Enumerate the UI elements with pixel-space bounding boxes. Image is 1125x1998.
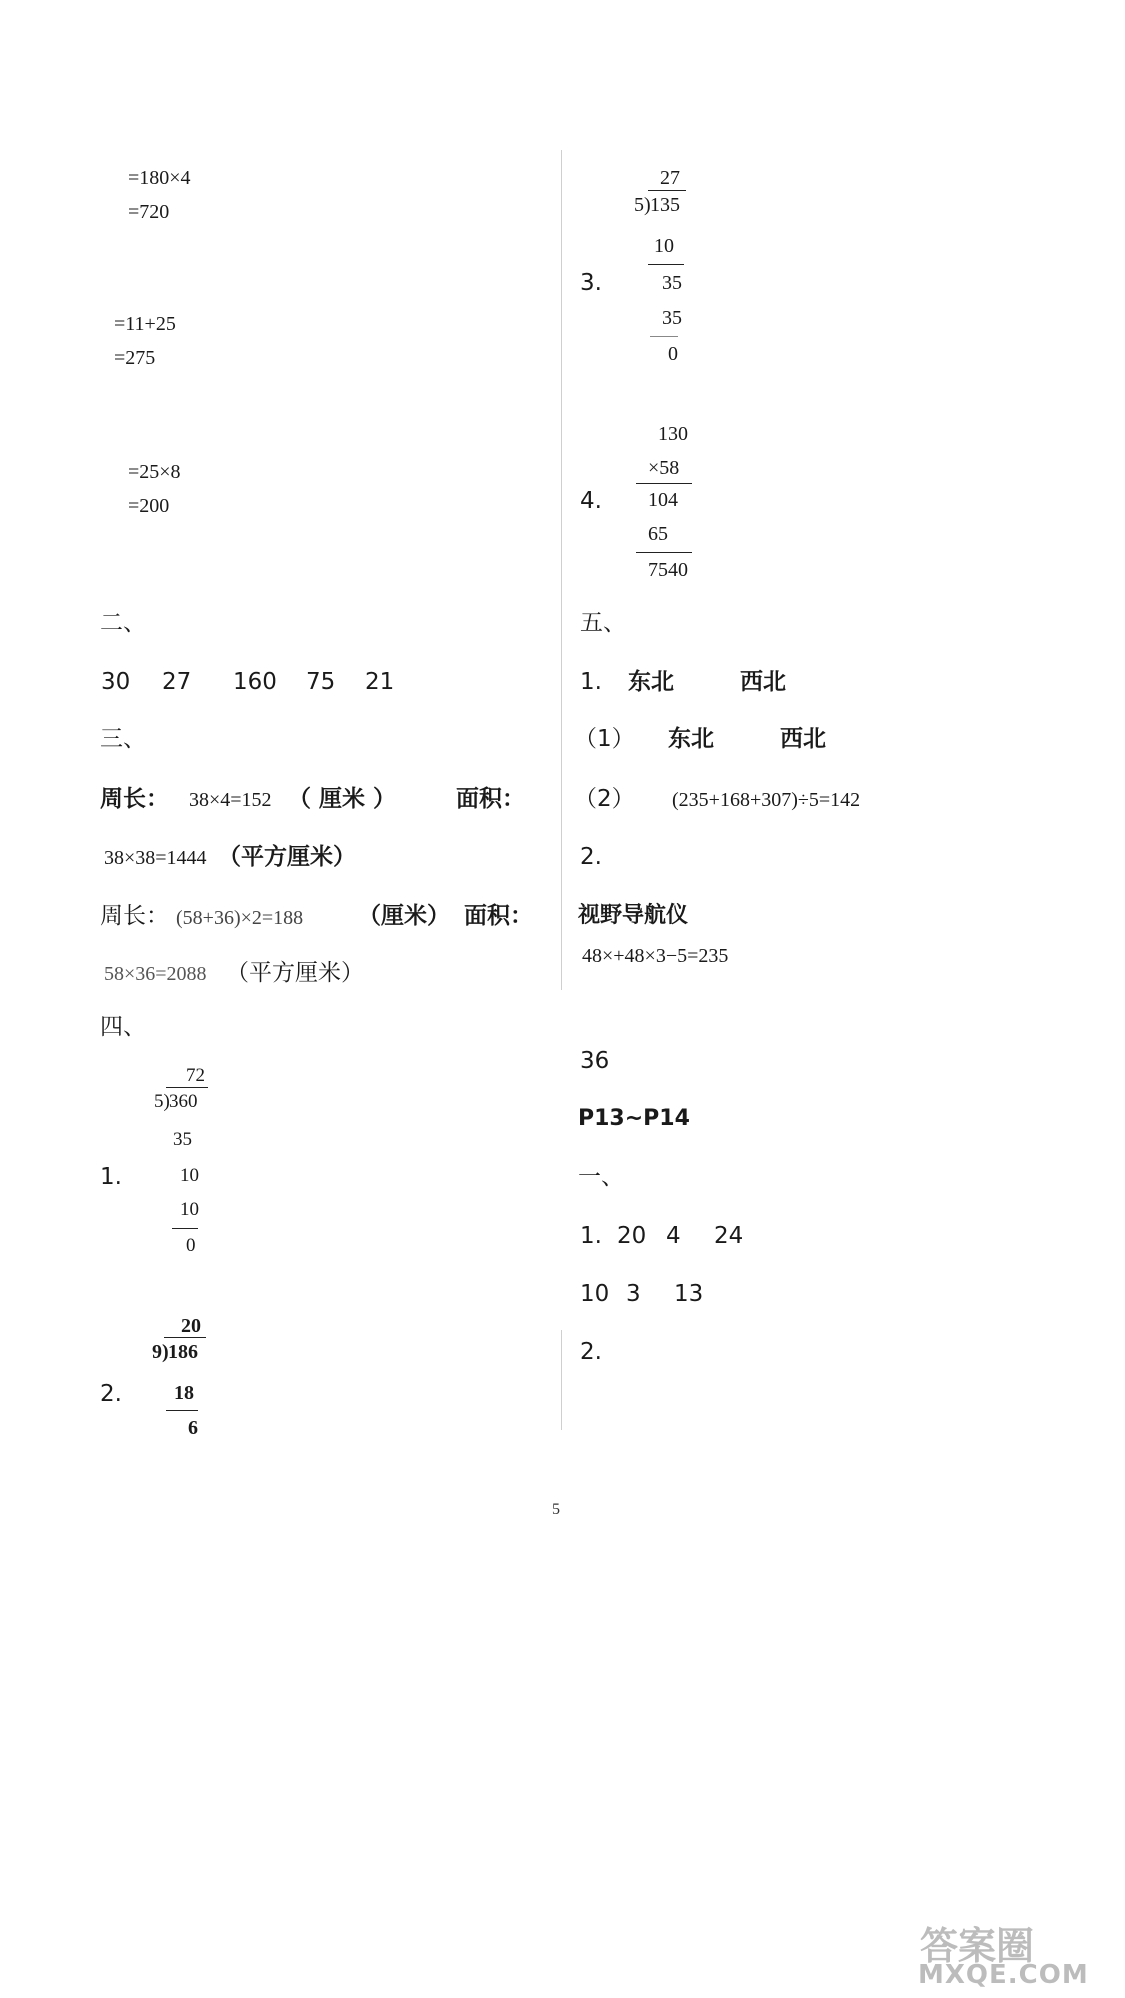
calc-c-line2: =200 <box>128 495 170 517</box>
p13-row1-label: 1. <box>580 1223 602 1249</box>
p13-row1-value: 24 <box>714 1223 744 1249</box>
q3-divisor: 5) <box>634 194 651 216</box>
watermark-url: MXQE.COM <box>918 1960 1089 1990</box>
calc-b-line1: =11+25 <box>114 313 176 335</box>
q3-dividend: 135 <box>650 194 680 216</box>
q4-step: 104 <box>648 489 678 511</box>
q2-dividend: 186 <box>168 1341 198 1363</box>
q1-dividend: 360 <box>169 1091 198 1112</box>
calc-a-line2: =720 <box>128 201 170 223</box>
column-divider <box>561 150 562 990</box>
section-4-title: 四、 <box>100 1014 146 1040</box>
q3-step: 0 <box>668 343 678 365</box>
perimeter-expr-2: (58+36)×2=188 <box>176 907 304 929</box>
q2-step-rule <box>166 1410 198 1411</box>
q1-step-rule <box>172 1228 198 1229</box>
area-label-2: 面积： <box>464 903 533 929</box>
sec2-answer: 160 <box>233 669 277 695</box>
sec2-answer: 21 <box>365 669 395 695</box>
column-divider-lower <box>561 1330 562 1430</box>
sec5-item2-label: 2. <box>580 844 602 870</box>
q3-step-rule <box>648 264 684 265</box>
q1-quotient: 72 <box>186 1065 205 1086</box>
q3-step-rule-2 <box>650 336 678 337</box>
q1-label: 1. <box>100 1164 122 1190</box>
q1-division-bar <box>166 1087 208 1088</box>
q3-division-bar <box>648 190 686 191</box>
q4-rule <box>636 483 692 484</box>
sec5-sub1-a: 东北 <box>668 726 714 752</box>
section-3-title: 三、 <box>100 726 146 752</box>
q4-step: 65 <box>648 523 668 545</box>
p13-item2-label: 2. <box>580 1339 602 1365</box>
unit-cm-2: （厘米） <box>358 903 450 929</box>
q2-division-bar <box>164 1337 206 1338</box>
sec5-item1-b: 西北 <box>740 669 786 695</box>
sec2-answer: 27 <box>162 669 192 695</box>
nav-title: 视野导航仪 <box>578 903 689 928</box>
calc-b-line2: =275 <box>114 347 156 369</box>
p13-row2-value: 13 <box>674 1281 704 1307</box>
p13-row2-value: 10 <box>580 1281 610 1307</box>
p13-row1-value: 20 <box>617 1223 647 1249</box>
sec5-sub1-b: 西北 <box>780 726 826 752</box>
q4-top: 130 <box>658 423 688 445</box>
q1-step: 35 <box>173 1129 192 1150</box>
unit-sqcm: （平方厘米） <box>218 844 356 870</box>
q3-quotient: 27 <box>660 167 680 189</box>
sec5-sub1-label: （1） <box>574 726 635 752</box>
q4-label: 4. <box>580 488 602 514</box>
p13-title: P13~P14 <box>578 1106 690 1131</box>
sec2-answer: 30 <box>101 669 131 695</box>
area-expr-2: 58×36=2088 <box>104 963 207 985</box>
q4-result: 7540 <box>648 559 688 581</box>
nav-answer: 36 <box>580 1048 610 1074</box>
unit-cm: （ 厘米 ） <box>288 786 397 812</box>
page-number: 5 <box>552 1501 560 1518</box>
q4-multiplier: ×58 <box>648 457 680 479</box>
sec5-item1-a: 东北 <box>628 669 674 695</box>
p13-section-1: 一、 <box>578 1164 624 1190</box>
q1-divisor: 5) <box>154 1091 170 1112</box>
sec5-sub2-expr: (235+168+307)÷5=142 <box>672 789 861 811</box>
q4-rule-2 <box>636 552 692 553</box>
q2-quotient: 20 <box>181 1315 201 1337</box>
sec5-item1-label: 1. <box>580 669 602 695</box>
p13-row1-value: 4 <box>666 1223 681 1249</box>
nav-expr: 48×+48×3−5=235 <box>582 945 729 967</box>
watermark-logo: 答案圈 <box>920 1924 1035 1968</box>
perimeter-label-2: 周长： <box>100 903 169 929</box>
q3-label: 3. <box>580 270 602 296</box>
calc-a-line1: =180×4 <box>128 167 191 189</box>
q2-step: 6 <box>188 1417 198 1439</box>
q1-step: 0 <box>186 1235 196 1256</box>
q2-step: 18 <box>174 1382 194 1404</box>
q1-step: 10 <box>180 1165 199 1186</box>
area-label: 面积： <box>456 786 525 812</box>
sec5-sub2-label: （2） <box>574 786 635 812</box>
q3-step: 35 <box>662 272 682 294</box>
q3-step: 10 <box>654 235 674 257</box>
p13-row2-value: 3 <box>626 1281 641 1307</box>
section-5-title: 五、 <box>580 610 626 636</box>
unit-sqcm-2: （平方厘米） <box>226 960 364 986</box>
q1-step: 10 <box>180 1199 199 1220</box>
section-2-title: 二、 <box>100 610 146 636</box>
q2-divisor: 9) <box>152 1341 169 1363</box>
q3-step: 35 <box>662 307 682 329</box>
perimeter-label: 周长： <box>100 786 169 812</box>
sec2-answer: 75 <box>306 669 336 695</box>
q2-label: 2. <box>100 1381 122 1407</box>
perimeter-expr: 38×4=152 <box>189 789 272 811</box>
area-expr: 38×38=1444 <box>104 847 207 869</box>
calc-c-line1: =25×8 <box>128 461 181 483</box>
